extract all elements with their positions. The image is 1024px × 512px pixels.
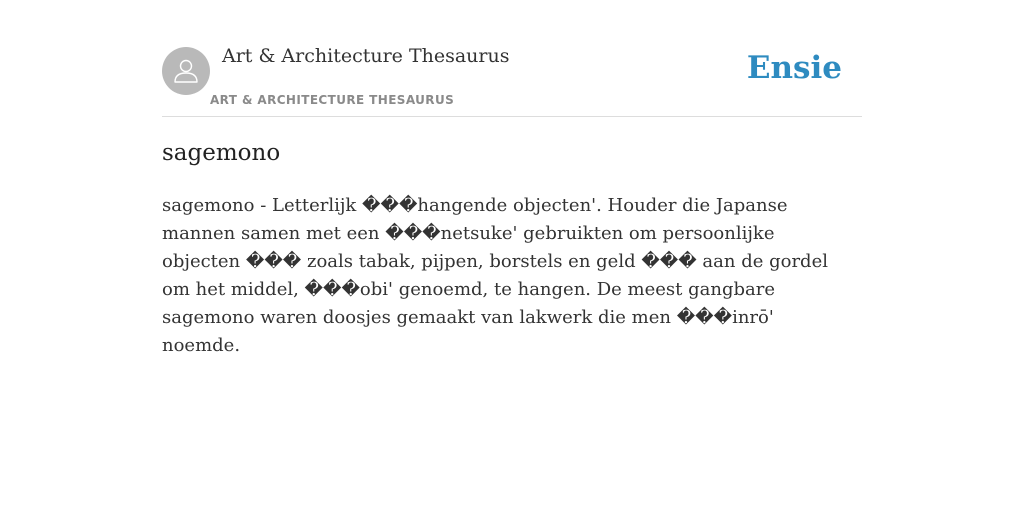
entry-term: sagemono (162, 140, 281, 166)
source-header (162, 40, 862, 117)
avatar[interactable] (162, 47, 210, 95)
source-subtitle-link[interactable]: ART & ARCHITECTURE THESAURUS (210, 93, 455, 107)
source-title-link[interactable]: Art & Architecture Thesaurus (222, 45, 510, 67)
entry-definition: sagemono - Letterlijk ���hangende objecten'. Houder die Japanse mannen samen met een ���netsuke' gebruikten om persoonlijke objecten ��� zoals tabak, pijpen, borstels en geld ��� aan de gordel om het middel, ���obi' genoemd, te hangen. De meest gangbare sagemono waren doosjes gemaakt van lakwerk die men ���inrō' noemde. (162, 195, 828, 356)
user-icon (171, 56, 201, 86)
brand-logo[interactable]: Ensie (746, 50, 842, 86)
